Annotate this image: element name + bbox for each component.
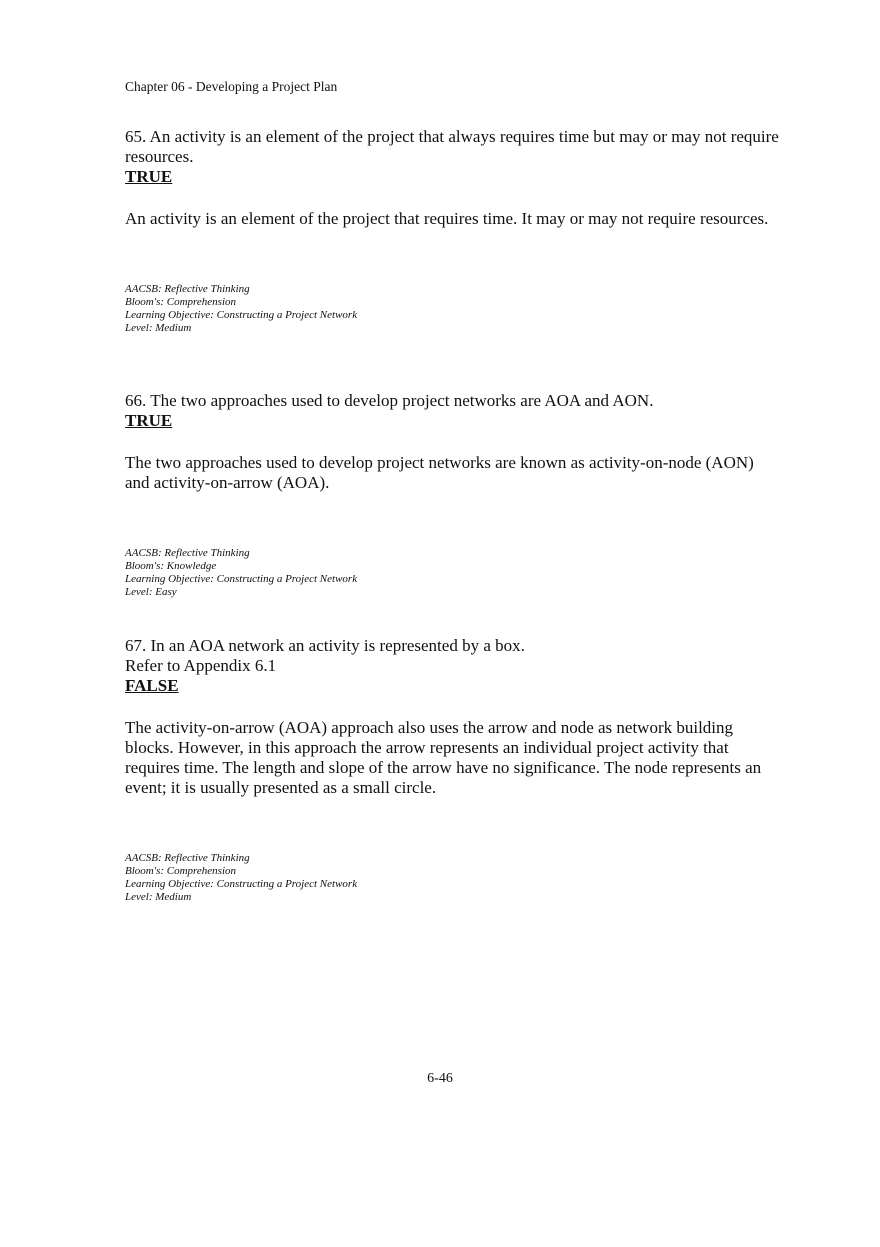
meta-aacsb: AACSB: Reflective Thinking [125, 852, 250, 864]
meta-blooms: Bloom's: Knowledge [125, 560, 217, 572]
meta-objective: Learning Objective: Constructing a Project Network [125, 573, 358, 585]
answer-label: FALSE [125, 676, 179, 695]
chapter-header: Chapter 06 - Developing a Project Plan [125, 79, 338, 94]
question-text: 67. In an AOA network an activity is represented by a box. [125, 636, 525, 655]
answer-label: TRUE [125, 167, 173, 186]
explanation-text: The activity-on-arrow (AOA) approach also uses the arrow and node as network building blocks. However, in this approach the arrow represents an individual project activity that requires time. The length and slope of the arrow have no significance. The node represents an event; it is usually presented as a small circle. [125, 718, 762, 797]
question-metadata [125, 547, 780, 599]
question-block-65 [125, 127, 780, 335]
answer-label: TRUE [125, 411, 173, 430]
question-block-67 [125, 636, 780, 904]
question-text: 65. An activity is an element of the project that always requires time but may or may not require resources. [125, 127, 779, 166]
appendix-reference: Refer to Appendix 6.1 [125, 656, 277, 675]
question-metadata [125, 852, 780, 904]
meta-objective: Learning Objective: Constructing a Project Network [125, 309, 358, 321]
explanation-text: The two approaches used to develop project networks are known as activity-on-node (AON) and activity-on-arrow (AOA). [125, 453, 754, 492]
explanation-text: An activity is an element of the project that requires time. It may or may not require resources. [125, 209, 769, 228]
question-metadata [125, 283, 780, 335]
page-number: 6-46 [427, 1071, 453, 1086]
question-block-66 [125, 391, 780, 599]
meta-level: Level: Medium [125, 322, 192, 334]
meta-aacsb: AACSB: Reflective Thinking [125, 283, 250, 295]
question-text: 66. The two approaches used to develop project networks are AOA and AON. [125, 391, 654, 410]
meta-blooms: Bloom's: Comprehension [125, 296, 237, 308]
meta-level: Level: Easy [125, 586, 177, 598]
meta-blooms: Bloom's: Comprehension [125, 865, 237, 877]
meta-objective: Learning Objective: Constructing a Project Network [125, 878, 358, 890]
meta-level: Level: Medium [125, 891, 192, 903]
meta-aacsb: AACSB: Reflective Thinking [125, 547, 250, 559]
